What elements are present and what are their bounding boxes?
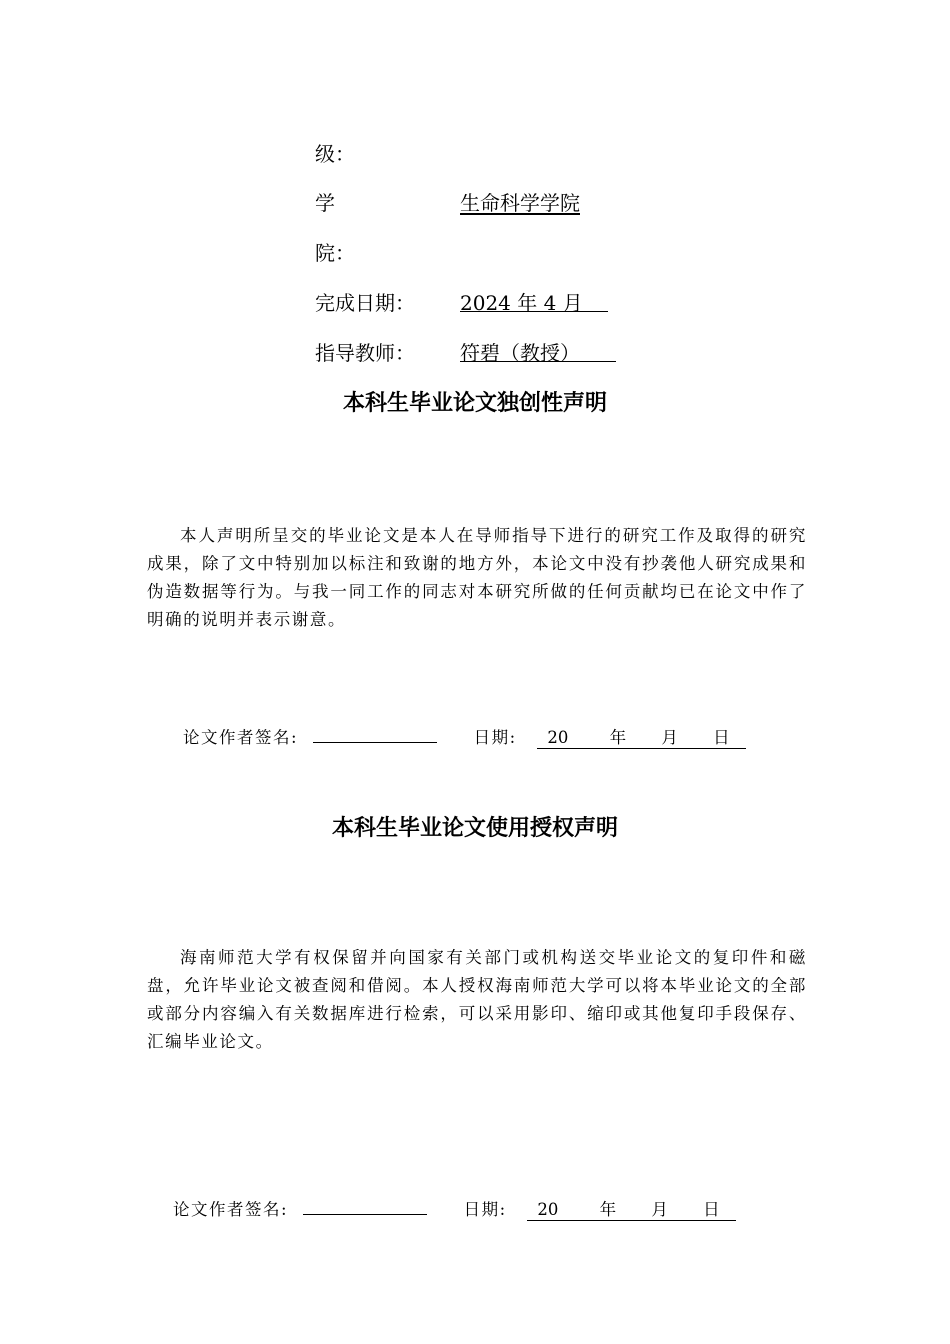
class-label-tail: 级： — [315, 142, 355, 166]
advisor-value: 符碧（教授） — [460, 341, 580, 365]
originality-sign-label: 论文作者签名: — [183, 728, 299, 747]
originality-signature-row — [183, 724, 746, 749]
originality-title: 本科生毕业论文独创性声明 — [342, 391, 607, 416]
authorization-date-y: 年 — [599, 1200, 617, 1219]
originality-date-label: 日期: — [473, 728, 517, 747]
date-label: 完成日期： — [315, 291, 415, 315]
originality-date-y: 年 — [609, 728, 627, 747]
authorization-date-m: 月 — [651, 1200, 668, 1219]
advisor-value-field — [460, 337, 616, 365]
authorization-signature-line — [303, 1196, 427, 1215]
college-label-2: 院： — [315, 241, 355, 265]
advisor-label: 指导教师： — [315, 341, 415, 365]
authorization-date-field — [527, 1196, 735, 1221]
authorization-date-label: 日期: — [463, 1200, 507, 1219]
authorization-date-d: 日 — [703, 1200, 720, 1219]
date-value-field — [460, 287, 608, 315]
authorization-body: 海南师范大学有权保留并向国家有关部门或机构送交毕业论文的复印件和磁盘，允许毕业论文被查阅和借阅。本人授权海南师范大学可以将本毕业论文的全部或部分内容编入有关数据库进行检索，可以采用影印、缩印或其他复印手段保存、汇编毕业论文。 — [147, 948, 807, 1051]
authorization-sign-label: 论文作者签名: — [173, 1200, 289, 1219]
college-label-1: 学 — [315, 191, 335, 215]
originality-date-field — [537, 724, 745, 749]
authorization-date-year: 20 — [537, 1200, 559, 1219]
college-value: 生命科学学院 — [460, 191, 580, 215]
originality-body: 本人声明所呈交的毕业论文是本人在导师指导下进行的研究工作及取得的研究成果，除了文中特别加以标注和致谢的地方外，本论文中没有抄袭他人研究成果和伪造数据等行为。与我一同工作的同志对本研究所做的任何贡献均已在论文中作了明确的说明并表示谢意。 — [147, 526, 807, 629]
date-value: 2024 年 4 月 — [460, 291, 583, 315]
originality-date-d: 日 — [713, 728, 730, 747]
authorization-title: 本科生毕业论文使用授权声明 — [331, 816, 618, 841]
originality-signature-line — [313, 724, 437, 743]
originality-date-m: 月 — [661, 728, 678, 747]
originality-date-year: 20 — [547, 728, 569, 747]
authorization-signature-row — [173, 1196, 736, 1221]
